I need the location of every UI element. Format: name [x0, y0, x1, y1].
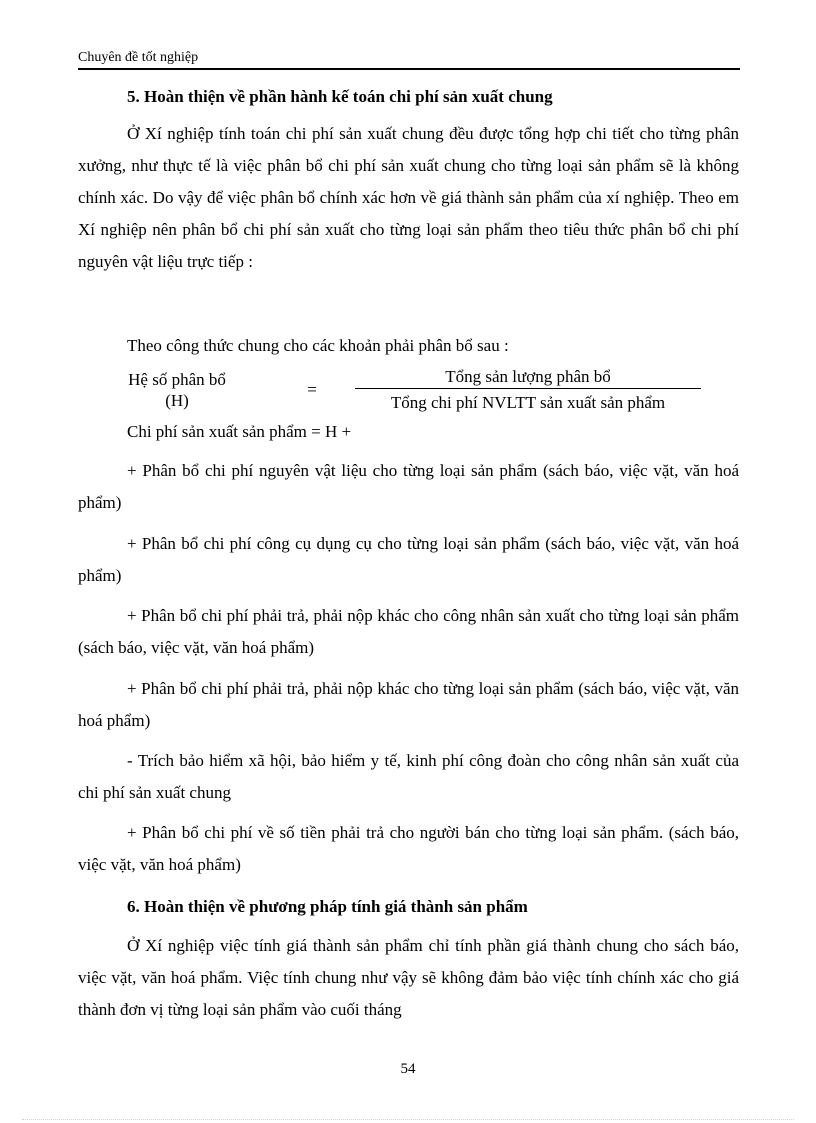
list-item: + Phân bổ chi phí công cụ dụng cụ cho từng loại sản phẩm (sách báo, việc vặt, văn hoá phẩm)	[78, 534, 739, 585]
section-6-paragraph: Ở Xí nghiệp việc tính giá thành sản phẩm chỉ tính phần giá thành chung cho sách báo, việc vặt, văn hoá phẩm. Việc tính chung như vậy sẽ không đảm bảo việc tính chính xác cho giá thành đơn vị từng loại sản phẩm vào cuối tháng	[78, 936, 739, 1019]
list-item: + Phân bổ chi phí nguyên vật liệu cho từng loại sản phẩm (sách báo, việc vặt, văn hoá phẩm)	[78, 461, 739, 512]
formula-equals-sign: =	[307, 380, 317, 399]
list-item: + Phân bổ chi phí phải trả, phải nộp khác cho từng loại sản phẩm (sách báo, việc vặt, văn hoá phẩm)	[78, 679, 739, 730]
formula-numerator: Tổng sản lượng phân bổ	[445, 367, 611, 386]
page-bottom-divider	[22, 1119, 794, 1120]
list-item: + Phân bổ chi phí phải trả, phải nộp khác cho công nhân sản xuất cho từng loại sản phẩm (sách báo, việc vặt, văn hoá phẩm)	[78, 606, 739, 657]
section-6-heading: 6. Hoàn thiện về phương pháp tính giá thành sản phẩm	[127, 897, 528, 916]
list-item: - Trích bảo hiểm xã hội, bảo hiểm y tế, kinh phí công đoàn cho công nhân sản xuất của chi phí sản xuất chung	[78, 751, 739, 802]
page-header: Chuyên đề tốt nghiệp	[78, 50, 740, 70]
formula-denominator: Tổng chi phí NVLTT sản xuất sản phẩm	[390, 393, 666, 412]
section-5-heading: 5. Hoàn thiện về phần hành kế toán chi phí sản xuất chung	[127, 87, 553, 106]
fraction-bar	[355, 388, 701, 389]
section-5-intro-paragraph: Ở Xí nghiệp tính toán chi phí sản xuất chung đều được tổng hợp chi tiết cho từng phân xưởng, như thực tế là việc phân bổ chi phí sản xuất chung cho từng loại sản phẩm sẽ là không chính xác. Do vậy để việc phân bổ chính xác hơn về giá thành sản phẩm của xí nghiệp. Theo em Xí nghiệp nên phân bổ chi phí sản xuất cho từng loại sản phẩm theo tiêu thức phân bổ chi phí nguyên vật liệu trực tiếp :	[78, 124, 739, 271]
formula-intro: Theo công thức chung cho các khoản phải phân bổ sau :	[127, 336, 509, 355]
formula-lhs-line2: (H)	[165, 391, 189, 410]
list-item: + Phân bổ chi phí về số tiền phải trả cho người bán cho từng loại sản phẩm. (sách báo, việc vặt, văn hoá phẩm)	[78, 823, 739, 874]
cost-formula-line: Chi phí sản xuất sản phẩm = H +	[127, 422, 352, 441]
formula-lhs-line1: Hệ số phân bổ	[128, 370, 226, 389]
page-number: 54	[400, 1061, 416, 1077]
